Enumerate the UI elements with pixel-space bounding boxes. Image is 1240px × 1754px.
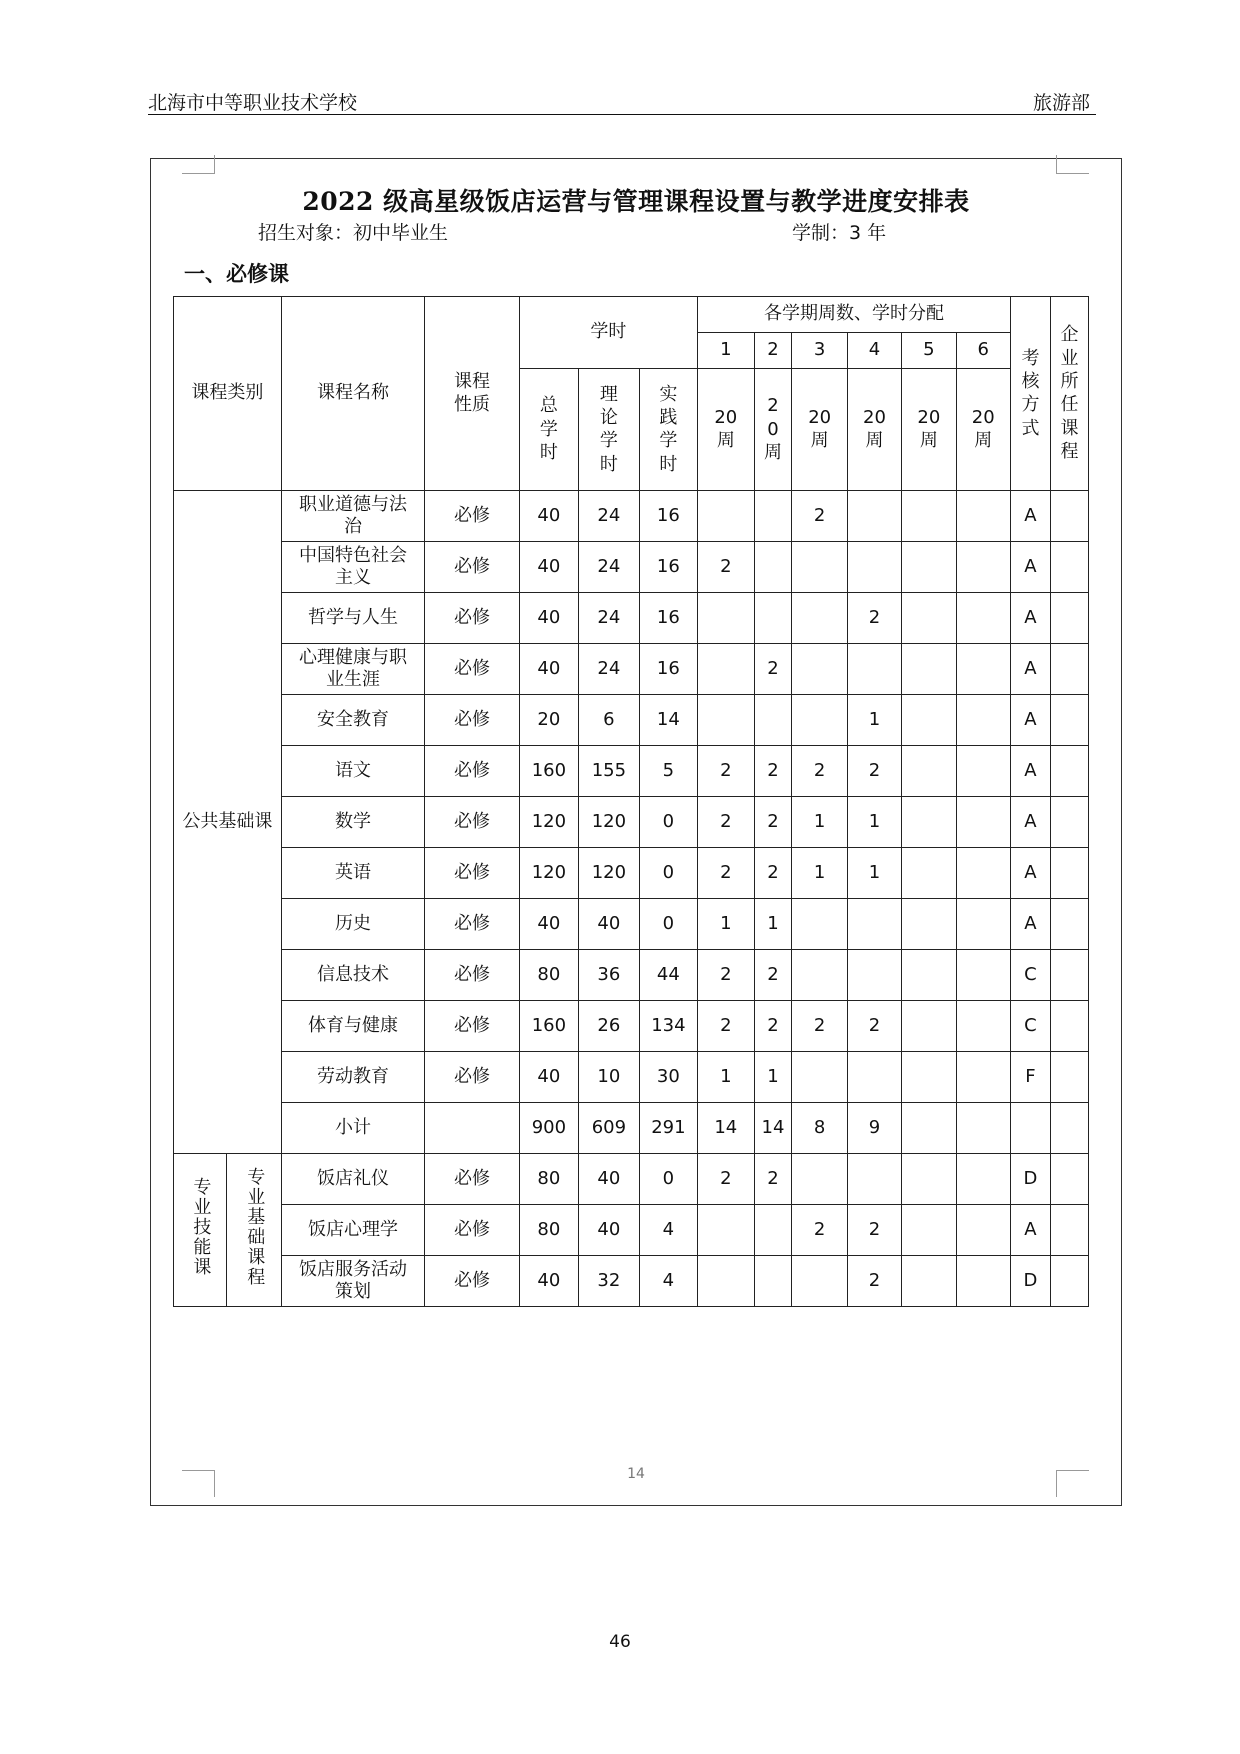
cell-theory: 6 — [579, 695, 640, 746]
cell-t1 — [698, 695, 754, 746]
cell-t2: 2 — [754, 848, 792, 899]
cell-t5 — [902, 1052, 956, 1103]
cell-enterprise — [1050, 1205, 1088, 1256]
cell-t6 — [956, 695, 1010, 746]
cell-exam: A — [1010, 797, 1050, 848]
table-row — [174, 797, 1089, 848]
cell-theory: 40 — [579, 899, 640, 950]
header-department: 旅游部 — [1032, 92, 1090, 114]
cell-t4: 1 — [847, 797, 901, 848]
cell-t5 — [902, 746, 956, 797]
cell-t1 — [698, 593, 754, 644]
cell-total: 40 — [519, 593, 578, 644]
cell-exam — [1010, 1103, 1050, 1154]
header-term-6: 6 — [956, 333, 1010, 369]
cell-exam: A — [1010, 899, 1050, 950]
cell-t2: 14 — [754, 1103, 792, 1154]
cell-t5 — [902, 1154, 956, 1205]
cell-nature: 必修 — [425, 746, 519, 797]
header-enterprise-course-text: 企业所任课程 — [1060, 324, 1079, 463]
section-heading: 一、必修课 — [184, 261, 289, 286]
cell-theory: 32 — [579, 1256, 640, 1307]
cell-nature: 必修 — [425, 491, 519, 542]
cell-nature: 必修 — [425, 899, 519, 950]
header-term-2: 2 — [754, 333, 792, 369]
cell-t1: 2 — [698, 1154, 754, 1205]
table-row — [174, 1103, 1089, 1154]
cell-t4 — [847, 491, 901, 542]
header-weeks-4 — [847, 369, 901, 491]
enrollment-target: 招生对象：初中毕业生 — [258, 222, 449, 244]
cell-exam: C — [1010, 950, 1050, 1001]
cell-theory: 155 — [579, 746, 640, 797]
cell-t1 — [698, 491, 754, 542]
cell-exam: A — [1010, 644, 1050, 695]
header-weeks-6 — [956, 369, 1010, 491]
cell-practice: 0 — [639, 797, 697, 848]
header-hours: 学时 — [519, 297, 697, 369]
header-term-5: 5 — [902, 333, 956, 369]
cell-enterprise — [1050, 797, 1088, 848]
cell-nature: 必修 — [425, 1154, 519, 1205]
cell-nature: 必修 — [425, 797, 519, 848]
cell-t5 — [902, 1001, 956, 1052]
cell-enterprise — [1050, 593, 1088, 644]
table-row — [174, 746, 1089, 797]
cell-t4 — [847, 542, 901, 593]
cell-t3: 2 — [792, 746, 847, 797]
cell-t2: 1 — [754, 899, 792, 950]
cell-t5 — [902, 899, 956, 950]
cell-t6 — [956, 1103, 1010, 1154]
cell-theory: 120 — [579, 848, 640, 899]
table-row — [174, 644, 1089, 695]
cell-nature: 必修 — [425, 542, 519, 593]
table-row — [174, 1154, 1089, 1205]
cell-t2 — [754, 542, 792, 593]
header-category: 课程类别 — [174, 297, 282, 491]
cell-t6 — [956, 1205, 1010, 1256]
table-row — [174, 848, 1089, 899]
cell-practice: 0 — [639, 848, 697, 899]
cell-t5 — [902, 797, 956, 848]
cell-t6 — [956, 1256, 1010, 1307]
cell-total: 40 — [519, 491, 578, 542]
header-weeks-1-text: 20周 — [714, 407, 738, 452]
cell-t6 — [956, 1154, 1010, 1205]
cell-t1: 2 — [698, 848, 754, 899]
header-term-1: 1 — [698, 333, 754, 369]
header-enterprise-course — [1050, 297, 1088, 491]
cell-t6 — [956, 542, 1010, 593]
cell-t4 — [847, 950, 901, 1001]
inner-page-number: 14 — [627, 1466, 645, 1482]
cell-practice: 30 — [639, 1052, 697, 1103]
cell-t4 — [847, 1154, 901, 1205]
cell-total: 120 — [519, 797, 578, 848]
course-name: 安全教育 — [281, 695, 425, 746]
cell-t2: 2 — [754, 950, 792, 1001]
header-total-hours-text: 总学时 — [539, 395, 558, 464]
cell-total: 20 — [519, 695, 578, 746]
header-weeks-5 — [902, 369, 956, 491]
cell-t1 — [698, 1256, 754, 1307]
cell-nature: 必修 — [425, 848, 519, 899]
table-row — [174, 1205, 1089, 1256]
cell-t3 — [792, 542, 847, 593]
cell-practice: 5 — [639, 746, 697, 797]
cell-t4 — [847, 899, 901, 950]
cell-practice: 16 — [639, 542, 697, 593]
header-weeks-2 — [754, 369, 792, 491]
course-name: 语文 — [281, 746, 425, 797]
cell-t5 — [902, 950, 956, 1001]
cell-t3 — [792, 950, 847, 1001]
page-number: 46 — [609, 1632, 631, 1652]
cell-t1: 2 — [698, 542, 754, 593]
cell-theory: 40 — [579, 1154, 640, 1205]
cell-t6 — [956, 644, 1010, 695]
cell-total: 40 — [519, 1052, 578, 1103]
header-term-3: 3 — [792, 333, 847, 369]
cell-enterprise — [1050, 1154, 1088, 1205]
table-row — [174, 1001, 1089, 1052]
cell-total: 160 — [519, 746, 578, 797]
header-weeks-1 — [698, 369, 754, 491]
document-title: 2022 级高星级饭店运营与管理课程设置与教学进度安排表 — [302, 187, 970, 216]
cell-practice: 134 — [639, 1001, 697, 1052]
cell-theory: 120 — [579, 797, 640, 848]
cell-total: 120 — [519, 848, 578, 899]
cell-t3 — [792, 593, 847, 644]
cell-t5 — [902, 491, 956, 542]
category-professional-skills-text: 专业技能课 — [190, 1176, 212, 1277]
cell-total: 80 — [519, 1154, 578, 1205]
cell-t6 — [956, 950, 1010, 1001]
cell-t3: 1 — [792, 797, 847, 848]
cell-practice: 0 — [639, 1154, 697, 1205]
cell-t3: 8 — [792, 1103, 847, 1154]
cell-total: 40 — [519, 644, 578, 695]
cell-enterprise — [1050, 1052, 1088, 1103]
cell-t5 — [902, 1103, 956, 1154]
cell-t6 — [956, 1052, 1010, 1103]
header-practice-hours-text: 实践学时 — [659, 383, 678, 475]
header-practice-hours — [639, 369, 697, 491]
cell-practice: 16 — [639, 644, 697, 695]
cell-theory: 24 — [579, 491, 640, 542]
cell-t1: 2 — [698, 797, 754, 848]
course-name: 数学 — [281, 797, 425, 848]
header-weeks-2-text: 20周 — [763, 395, 782, 464]
cell-t2 — [754, 593, 792, 644]
cell-t2: 2 — [754, 1154, 792, 1205]
cell-enterprise — [1050, 1256, 1088, 1307]
cell-enterprise — [1050, 1103, 1088, 1154]
cell-total: 900 — [519, 1103, 578, 1154]
cell-t1 — [698, 1205, 754, 1256]
cell-t2 — [754, 491, 792, 542]
cell-total: 40 — [519, 899, 578, 950]
cell-t6 — [956, 797, 1010, 848]
course-name: 心理健康与职业生涯 — [281, 644, 425, 695]
header-weeks-5-text: 20周 — [917, 407, 941, 452]
cell-t4: 1 — [847, 848, 901, 899]
cell-nature: 必修 — [425, 950, 519, 1001]
cell-total: 80 — [519, 1205, 578, 1256]
cell-t3 — [792, 1256, 847, 1307]
cell-t1 — [698, 644, 754, 695]
cell-nature: 必修 — [425, 1052, 519, 1103]
cell-theory: 40 — [579, 1205, 640, 1256]
cell-t6 — [956, 848, 1010, 899]
cell-t2 — [754, 1256, 792, 1307]
cell-exam: A — [1010, 1205, 1050, 1256]
cell-enterprise — [1050, 746, 1088, 797]
cell-exam: A — [1010, 593, 1050, 644]
header-exam-method-text: 考核方式 — [1021, 347, 1040, 439]
cell-t5 — [902, 1256, 956, 1307]
header-school: 北海市中等职业技术学校 — [148, 92, 358, 114]
course-name: 信息技术 — [281, 950, 425, 1001]
cell-t2: 2 — [754, 644, 792, 695]
table-row — [174, 491, 1089, 542]
cell-exam: A — [1010, 746, 1050, 797]
cell-t5 — [902, 695, 956, 746]
header-total-hours — [519, 369, 578, 491]
header-exam-method — [1010, 297, 1050, 491]
cell-t3: 2 — [792, 491, 847, 542]
course-name: 体育与健康 — [281, 1001, 425, 1052]
cell-t4: 2 — [847, 1205, 901, 1256]
curriculum-table — [173, 296, 1089, 1307]
cell-t2 — [754, 1205, 792, 1256]
course-name: 历史 — [281, 899, 425, 950]
header-term-4: 4 — [847, 333, 901, 369]
cell-t1: 14 — [698, 1103, 754, 1154]
category-professional-basic-text: 专业基础课程 — [244, 1166, 266, 1287]
cell-theory: 24 — [579, 593, 640, 644]
header-course-nature-text: 课程性质 — [453, 371, 490, 416]
table-row — [174, 1052, 1089, 1103]
cell-total: 80 — [519, 950, 578, 1001]
cell-enterprise — [1050, 644, 1088, 695]
cell-t5 — [902, 644, 956, 695]
cell-exam: D — [1010, 1154, 1050, 1205]
cell-exam: A — [1010, 695, 1050, 746]
cell-t3 — [792, 899, 847, 950]
course-name: 小计 — [281, 1103, 425, 1154]
cell-t5 — [902, 1205, 956, 1256]
cell-t2: 2 — [754, 1001, 792, 1052]
cell-total: 40 — [519, 542, 578, 593]
cell-t4: 2 — [847, 593, 901, 644]
cell-practice: 4 — [639, 1205, 697, 1256]
category-public-basic — [174, 491, 282, 1154]
header-weeks-4-text: 20周 — [863, 407, 886, 452]
cell-t3: 2 — [792, 1001, 847, 1052]
cell-nature: 必修 — [425, 644, 519, 695]
cell-practice: 44 — [639, 950, 697, 1001]
cell-enterprise — [1050, 491, 1088, 542]
course-name: 劳动教育 — [281, 1052, 425, 1103]
category-professional-skills — [174, 1154, 227, 1307]
header-course-nature — [425, 297, 519, 491]
cell-t4: 1 — [847, 695, 901, 746]
cell-theory: 24 — [579, 542, 640, 593]
course-name: 饭店心理学 — [281, 1205, 425, 1256]
cell-t4: 2 — [847, 1256, 901, 1307]
table-row — [174, 593, 1089, 644]
cell-t2: 2 — [754, 746, 792, 797]
cell-nature: 必修 — [425, 695, 519, 746]
cell-theory: 10 — [579, 1052, 640, 1103]
course-name: 饭店服务活动策划 — [281, 1256, 425, 1307]
course-name: 英语 — [281, 848, 425, 899]
crop-mark-top-left — [182, 155, 215, 174]
cell-t4 — [847, 1052, 901, 1103]
cell-t3 — [792, 1052, 847, 1103]
course-name: 职业道德与法治 — [281, 491, 425, 542]
cell-t4: 2 — [847, 1001, 901, 1052]
cell-t1: 1 — [698, 1052, 754, 1103]
cell-exam: D — [1010, 1256, 1050, 1307]
cell-t1: 2 — [698, 746, 754, 797]
header-weeks-3-text: 20周 — [808, 407, 832, 452]
cell-t5 — [902, 848, 956, 899]
cell-t3 — [792, 695, 847, 746]
cell-t5 — [902, 593, 956, 644]
cell-exam: A — [1010, 542, 1050, 593]
cell-t6 — [956, 899, 1010, 950]
header-weeks-6-text: 20周 — [971, 407, 995, 452]
header-rule — [148, 114, 1096, 115]
course-name: 中国特色社会主义 — [281, 542, 425, 593]
cell-nature: 必修 — [425, 1256, 519, 1307]
cell-t2 — [754, 695, 792, 746]
header-course-name: 课程名称 — [281, 297, 425, 491]
cell-t1: 2 — [698, 950, 754, 1001]
cell-t2: 1 — [754, 1052, 792, 1103]
cell-t3 — [792, 644, 847, 695]
table-row — [174, 695, 1089, 746]
cell-t6 — [956, 593, 1010, 644]
cell-t2: 2 — [754, 797, 792, 848]
cell-exam: F — [1010, 1052, 1050, 1103]
cell-enterprise — [1050, 899, 1088, 950]
cell-practice: 4 — [639, 1256, 697, 1307]
cell-t6 — [956, 1001, 1010, 1052]
cell-nature: 必修 — [425, 1001, 519, 1052]
cell-enterprise — [1050, 1001, 1088, 1052]
cell-total: 40 — [519, 1256, 578, 1307]
cell-theory: 26 — [579, 1001, 640, 1052]
cell-t3: 1 — [792, 848, 847, 899]
cell-enterprise — [1050, 950, 1088, 1001]
table-row — [174, 1256, 1089, 1307]
cell-t6 — [956, 746, 1010, 797]
table-row — [174, 899, 1089, 950]
header-weeks-3 — [792, 369, 847, 491]
cell-nature — [425, 1103, 519, 1154]
cell-t1: 2 — [698, 1001, 754, 1052]
category-public-basic-text: 公共基础课 — [182, 811, 273, 833]
header-term-distribution: 各学期周数、学时分配 — [698, 297, 1011, 333]
cell-t1: 1 — [698, 899, 754, 950]
cell-theory: 24 — [579, 644, 640, 695]
header-theory-hours-text: 理论学时 — [599, 383, 618, 475]
cell-theory: 36 — [579, 950, 640, 1001]
cell-nature: 必修 — [425, 1205, 519, 1256]
cell-t4: 9 — [847, 1103, 901, 1154]
study-duration: 学制：3 年 — [792, 222, 887, 244]
cell-t4 — [847, 644, 901, 695]
course-name: 饭店礼仪 — [281, 1154, 425, 1205]
table-row — [174, 950, 1089, 1001]
course-name: 哲学与人生 — [281, 593, 425, 644]
cell-total: 160 — [519, 1001, 578, 1052]
cell-practice: 14 — [639, 695, 697, 746]
cell-nature: 必修 — [425, 593, 519, 644]
header-theory-hours — [579, 369, 640, 491]
cell-theory: 609 — [579, 1103, 640, 1154]
cell-exam: A — [1010, 848, 1050, 899]
cell-t3 — [792, 1154, 847, 1205]
cell-practice: 0 — [639, 899, 697, 950]
cell-enterprise — [1050, 542, 1088, 593]
cell-exam: A — [1010, 491, 1050, 542]
cell-t3: 2 — [792, 1205, 847, 1256]
cell-t4: 2 — [847, 746, 901, 797]
cell-exam: C — [1010, 1001, 1050, 1052]
category-professional-basic — [227, 1154, 281, 1307]
cell-practice: 16 — [639, 593, 697, 644]
cell-t5 — [902, 542, 956, 593]
cell-practice: 16 — [639, 491, 697, 542]
cell-enterprise — [1050, 695, 1088, 746]
cell-t6 — [956, 491, 1010, 542]
cell-enterprise — [1050, 848, 1088, 899]
table-row — [174, 542, 1089, 593]
crop-mark-top-right — [1056, 155, 1089, 174]
cell-practice: 291 — [639, 1103, 697, 1154]
